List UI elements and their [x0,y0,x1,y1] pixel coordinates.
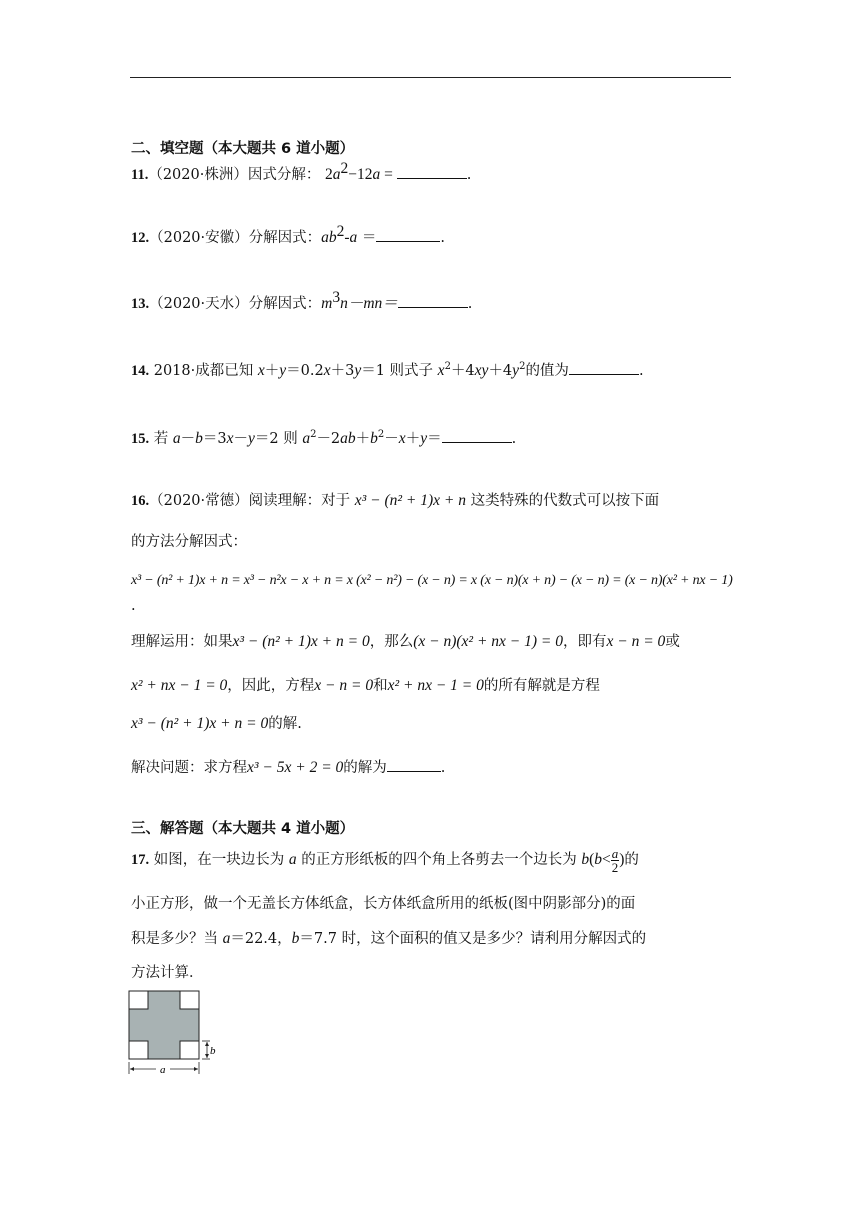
question-17-line-4: 方法计算． [131,965,204,981]
question-17-line-3: 积是多少？当 a＝22.4，b＝7.7 时，这个面积的值又是多少？请利用分解因式的 [131,930,647,947]
question-16-solve: 解决问题：求方程x³ − 5x + 2 = 0的解为 . [131,756,445,778]
fraction-a-over-2: $\frac{a}{2}$ [611,845,619,875]
question-11: 11.（2020·株洲）因式分解： $2a^2-12a$ = . [131,160,472,183]
corner-cutout [180,991,199,1009]
question-12: 12.（2020·安徽）分解因式：$ab^2-a$ ＝ . [131,223,446,246]
answer-blank[interactable] [387,756,441,772]
question-17-line-2: 小正方形，做一个无盖长方体纸盒，长方体纸盒所用的纸板(图中阴影部分)的面 [131,896,636,912]
question-number: 17. [131,852,150,868]
question-number: 12. [131,230,150,246]
question-13: 13.（2020·天水）分解因式：$m^3n-mn=$ . [131,289,473,312]
answer-blank[interactable] [569,359,639,375]
math-expression: x³ − (n² + 1)x + n [354,492,467,509]
corner-cutout [129,1041,148,1059]
question-16-line-5: x² + nx − 1 = 0，因此，方程x − n = 0和x² + nx − 1 = 0的所有解就是方程 [131,677,600,694]
question-number: 11. [131,167,149,183]
figure-svg [124,988,224,1078]
label-b: b [210,1045,216,1057]
label-a: a [160,1064,166,1076]
section-2-heading: 二、填空题（本大题共 6 道小题） [131,141,355,157]
question-16-line-2: 的方法分解因式： [131,534,247,550]
question-number: 14. [131,363,150,379]
question-16: 16.（2020·常德）阅读理解：对于 x³ − (n² + 1)x + n 这类特殊的代数式可以按下面 [131,492,660,509]
question-15: 15. 若 a－b＝3x－y＝2 则 $a^2-2ab+b^2-x+y=$ . [131,427,516,449]
section-3-heading: 三、解答题（本大题共 4 道小题） [131,821,355,837]
question-14: 14. 2018·成都已知 x＋y＝0.2x＋3y＝1 则式子 $x^2+4xy+4y^2$的值为 . [131,359,644,381]
cutout-square-figure [124,988,214,1078]
answer-blank[interactable] [398,292,468,308]
corner-cutout [180,1041,199,1059]
question-17: 17. 如图，在一块边长为 a 的正方形纸板的四个角上各剪去一个边长为 b(b< $\frac{a}{2}$ )的 [131,845,639,875]
corner-cutout [129,991,148,1009]
question-16-apply: 理解运用：如果x³ − (n² + 1)x + n = 0，那么(x − n)(x² + nx − 1) = 0，即有x − n = 0或 [131,633,680,650]
question-number: 13. [131,296,150,312]
question-number: 15. [131,431,150,447]
question-source: （2020·株洲）因式分解： [148,167,321,183]
question-16-derivation: x³ − (n² + 1)x + n = x³ − n²x − x + n = x (x² − n²) − (x − n) = x (x − n)(x + n) − (x − n) = (x − n)(x² + nx − 1) [131,573,733,588]
question-number: 16. [131,493,150,509]
answer-blank[interactable] [376,226,440,242]
question-16-line-6: x³ − (n² + 1)x + n = 0的解. [131,715,302,732]
header-rule [130,77,731,78]
derivation-period: . [131,598,136,614]
answer-blank[interactable] [397,163,467,179]
answer-blank[interactable] [442,427,512,443]
